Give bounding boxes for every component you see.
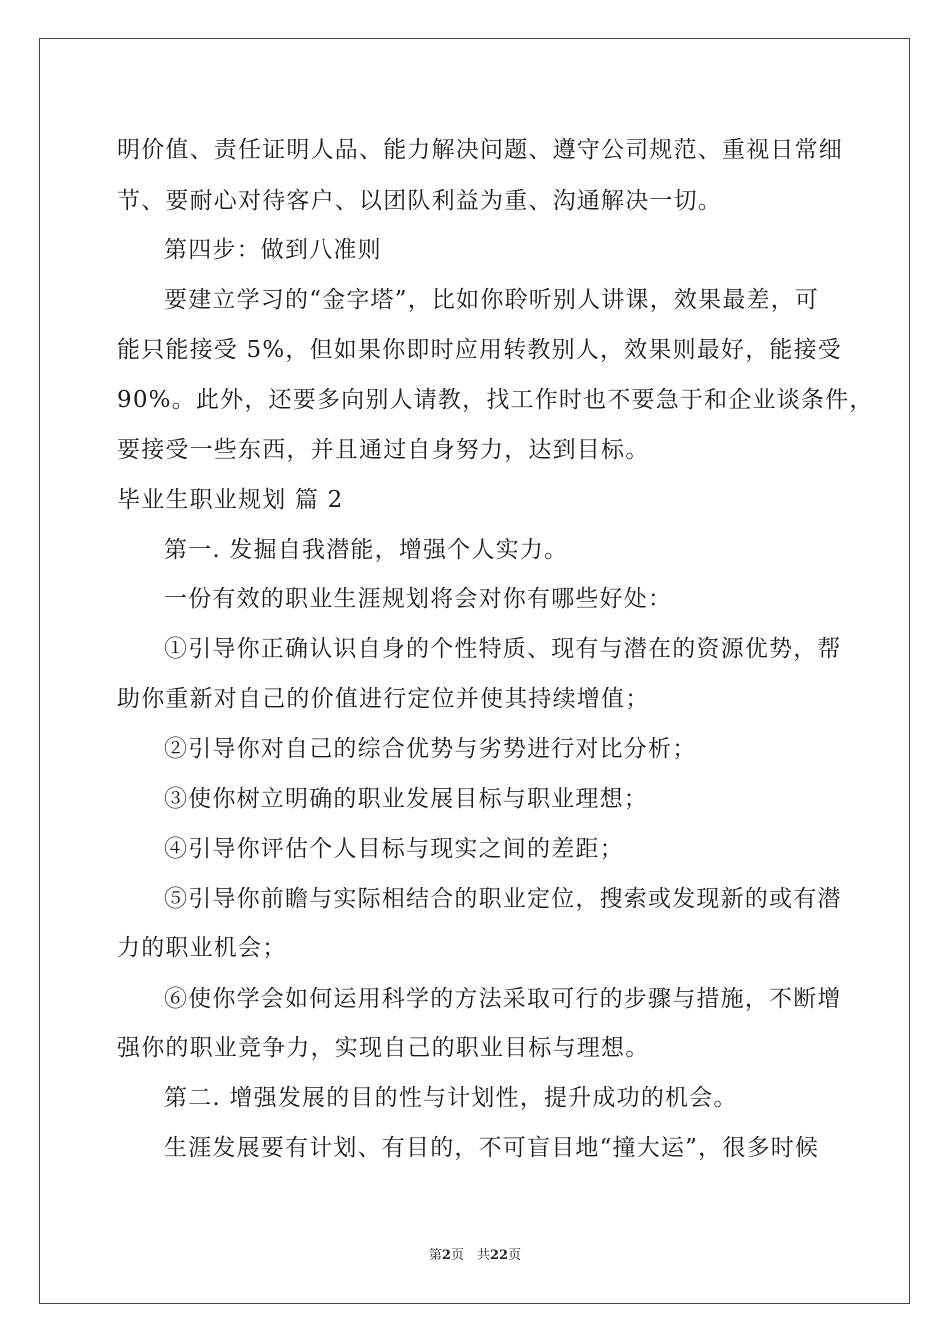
list-item-6: ⑥使你学会如何运用科学的方法采取可行的步骤与措施，不断增	[164, 986, 842, 1012]
text-line-21: 生涯发展要有计划、有目的，不可盲目地“撞大运”，很多时候	[164, 1135, 820, 1161]
article-title: 毕业生职业规划 篇 2	[117, 487, 344, 513]
text-line-1: 明价值、责任证明人品、能力解决问题、遵守公司规范、重视日常细	[117, 137, 843, 163]
section-heading-first: 第一. 发掘自我潜能，增强个人实力。	[164, 537, 569, 563]
list-item-1-continued: 助你重新对自己的价值进行定位并使其持续增值；	[117, 686, 650, 712]
footer-suffix: 页	[508, 1248, 522, 1263]
footer-total-pages: 22	[489, 1248, 509, 1263]
page-footer	[0, 1248, 950, 1264]
list-item-2: ②引导你对自己的综合优势与劣势进行对比分析；	[164, 736, 697, 762]
list-item-6-continued: 强你的职业竞争力，实现自己的职业目标与理想。	[117, 1035, 650, 1061]
list-item-1: ①引导你正确认识自身的个性特质、现有与潜在的资源优势，帮	[164, 636, 842, 662]
text-line-5: 能只能接受 5%，但如果你即时应用转教别人，效果则最好，能接受	[117, 337, 842, 363]
text-line-10: 一份有效的职业生涯规划将会对你有哪些好处：	[164, 586, 673, 612]
footer-prefix: 第	[428, 1248, 442, 1263]
text-line-6: 90%。此外，还要多向别人请教，找工作时也不要急于和企业谈条件，	[117, 387, 874, 413]
footer-page-number: 2	[441, 1248, 451, 1263]
section-heading-step-four: 第四步：做到八准则	[164, 237, 382, 263]
footer-mid: 页 共	[450, 1248, 490, 1263]
list-item-5: ⑤引导你前瞻与实际相结合的职业定位，搜索或发现新的或有潜	[164, 886, 842, 912]
text-line-7: 要接受一些东西，并且通过自身努力，达到目标。	[117, 437, 650, 463]
section-heading-second: 第二. 增强发展的目的性与计划性，提升成功的机会。	[164, 1085, 738, 1111]
list-item-3: ③使你树立明确的职业发展目标与职业理想；	[164, 786, 648, 812]
list-item-4: ④引导你评估个人目标与现实之间的差距；	[164, 836, 624, 862]
page-border	[39, 38, 910, 1304]
list-item-5-continued: 力的职业机会；	[117, 935, 287, 961]
text-line-2: 节、要耐心对待客户、以团队利益为重、沟通解决一切。	[117, 188, 722, 214]
text-line-4: 要建立学习的“金字塔”，比如你聆听别人讲课，效果最差，可	[164, 287, 820, 313]
